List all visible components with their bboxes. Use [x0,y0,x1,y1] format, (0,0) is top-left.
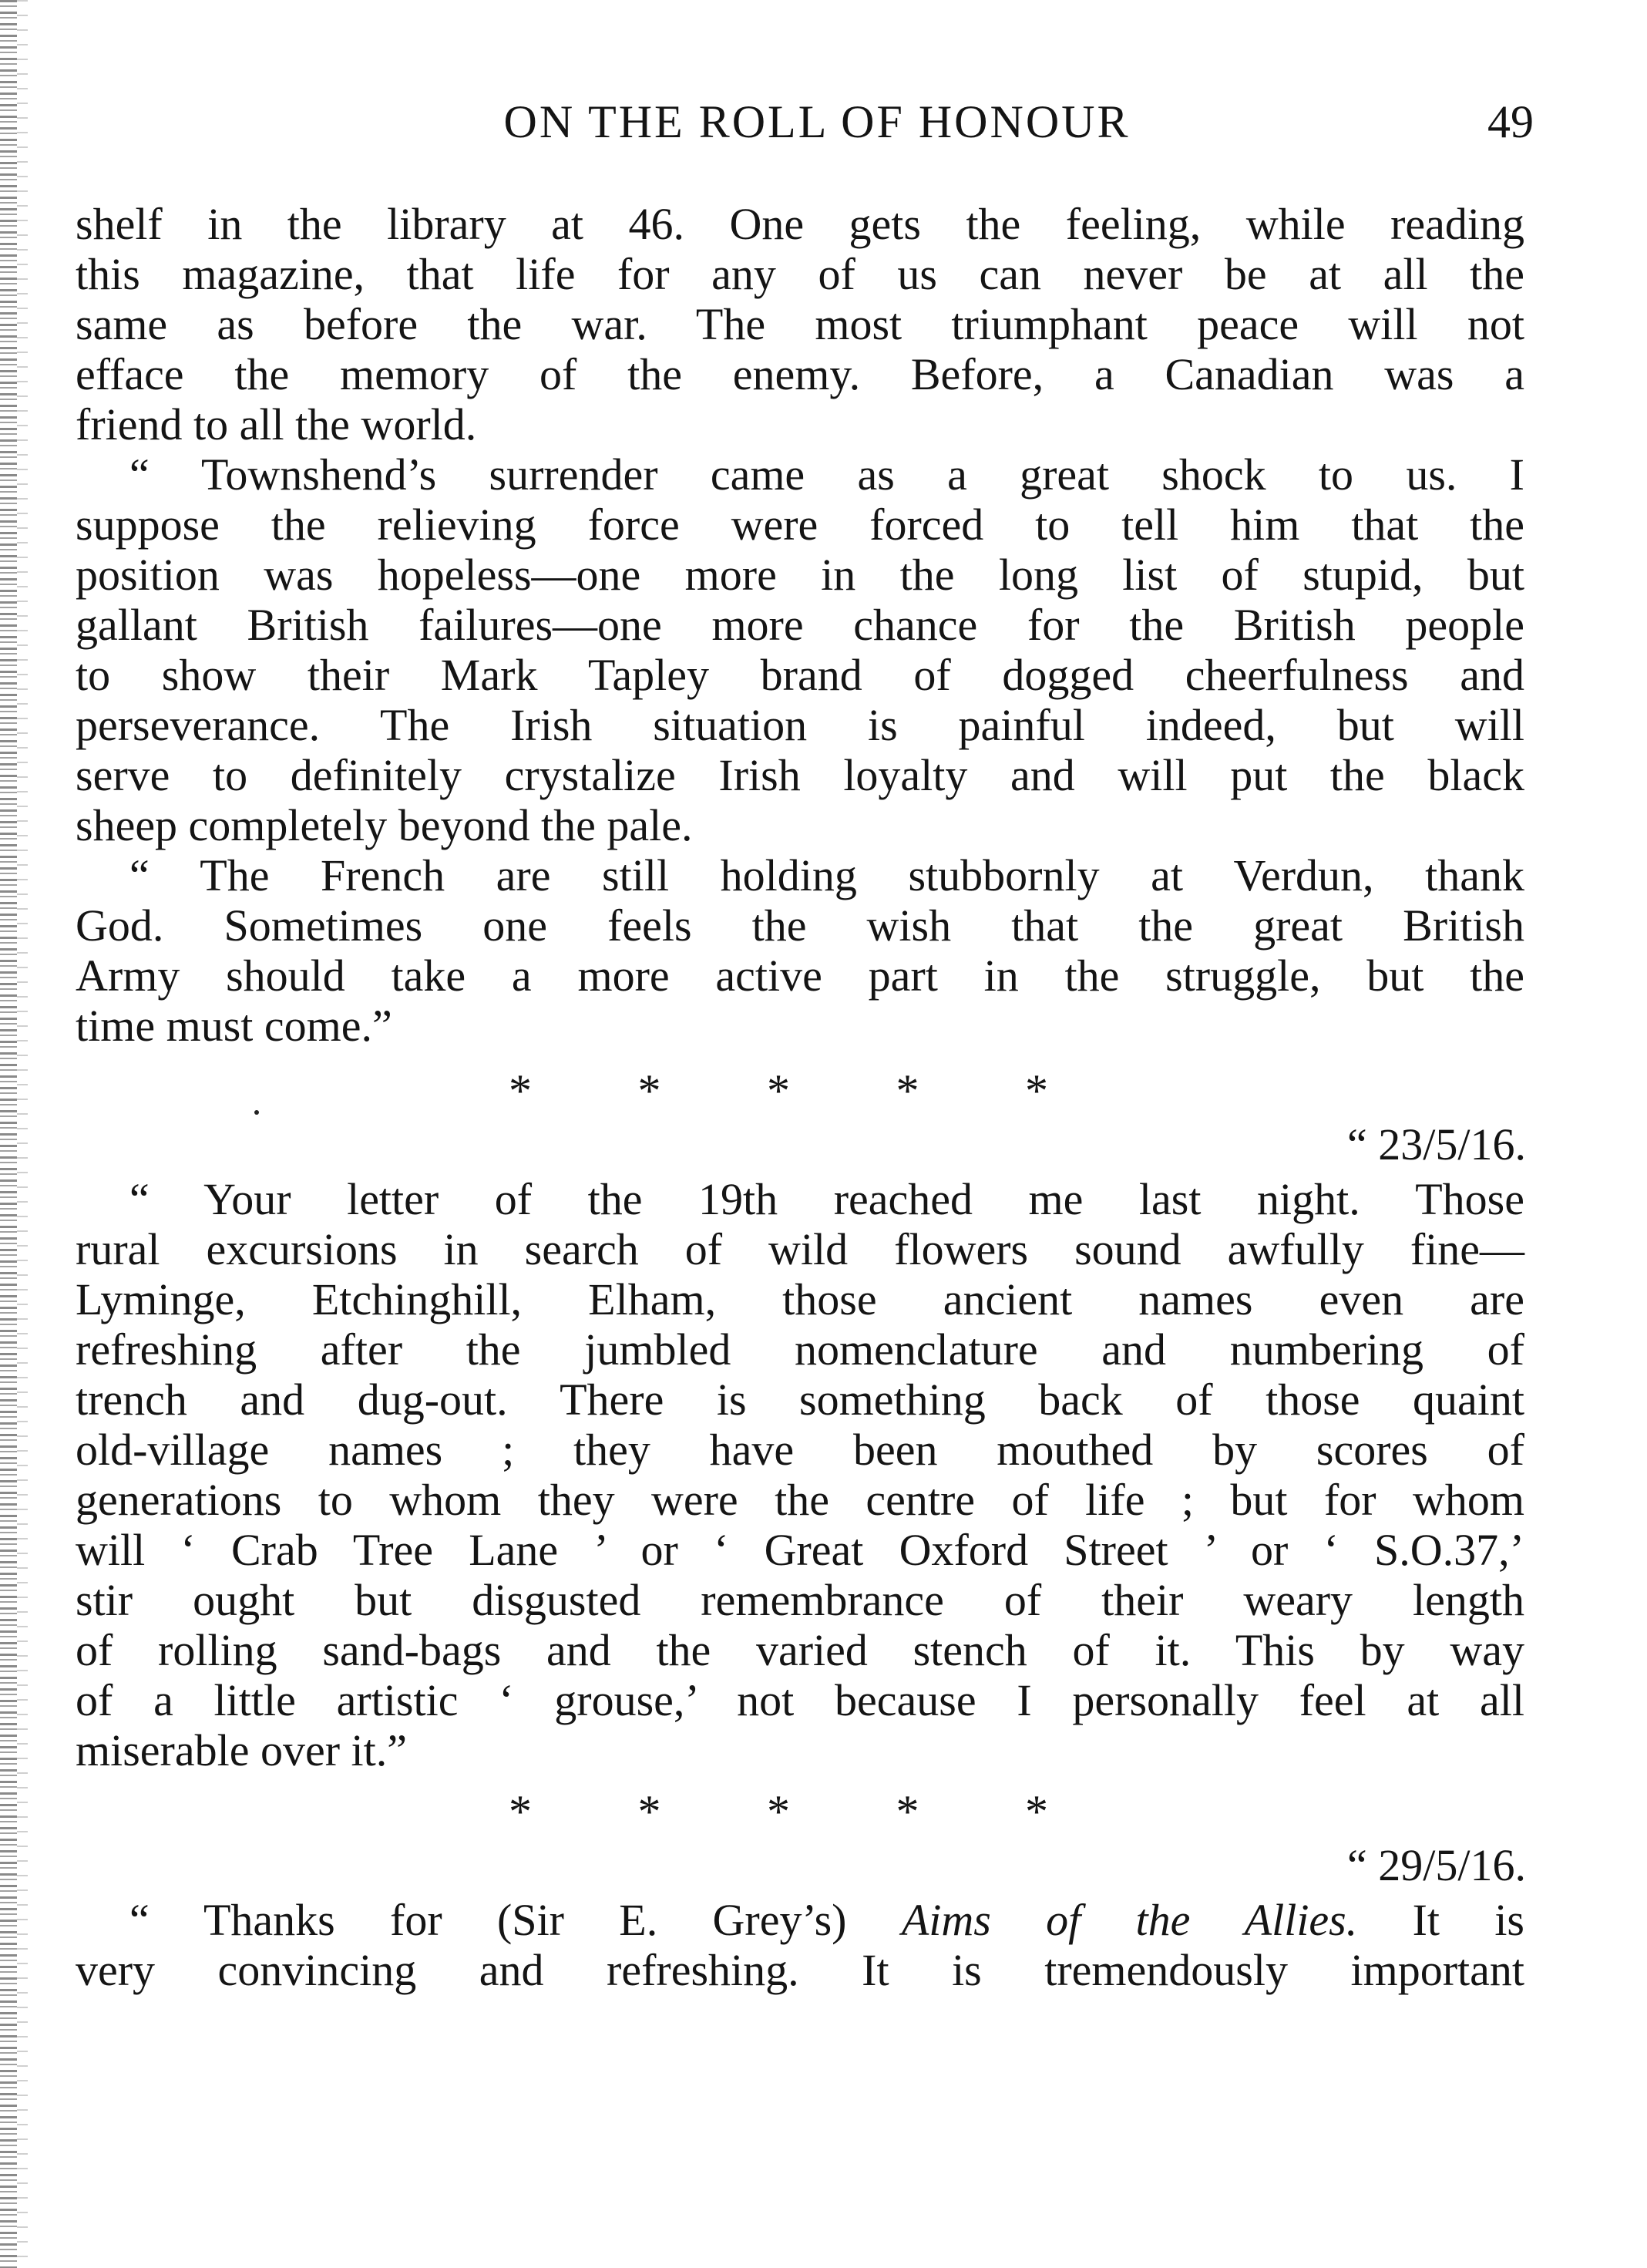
text-line: efface the memory of the enemy. Before, a Canadian was a [76,349,1524,399]
text-line: old-village names ; they have been mouthed by scores of [76,1425,1524,1475]
text-line: rural excursions in search of wild flowers sound awfully fine— [76,1224,1524,1274]
asterisk-mark: * [637,1065,661,1116]
text-line: generations to whom they were the centre of life ; but for whom [76,1475,1524,1525]
text-line-with-title [76,1895,1524,1945]
text-line: “ The French are still holding stubbornly at Verdun, thank [129,850,1524,900]
text-line: suppose the relieving force were forced to tell him that the [76,500,1524,550]
text-line: “ Your letter of the 19th reached me last night. Those [129,1174,1524,1224]
text-line: miserable over it.” [76,1725,407,1775]
text-line: of rolling sand-bags and the varied stench of it. This by way [76,1625,1524,1675]
text-line: Army should take a more active part in the struggle, but the [76,951,1524,1001]
paragraph-verdun [76,850,1524,1051]
paragraph-townshend [76,449,1524,850]
asterisk-mark: * [767,1786,790,1837]
text-line: same as before the war. The most triumphant peace will not [76,299,1524,349]
print-speck [254,1110,259,1115]
asterisk-mark: * [1025,1065,1048,1116]
book-gutter-shadow [17,0,28,2268]
text-line: position was hopeless—one more in the long list of stupid, but [76,550,1524,600]
text-line: Lyminge, Etchinghill, Elham, those ancient names even are [76,1274,1524,1324]
text-line: will ‘ Crab Tree Lane ’ or ‘ Great Oxford Street ’ or ‘ S.O.37,’ [76,1525,1524,1575]
running-title: ON THE ROLL OF HONOUR [503,96,1131,147]
asterisk-mark: * [637,1786,661,1837]
asterisk-mark: * [509,1065,532,1116]
section-break [509,1065,1048,1116]
paragraph-letter-19th [76,1174,1524,1775]
text-line: shelf in the library at 46. One gets the feeling, while reading [76,199,1524,249]
text-line: “ Townshend’s surrender came as a great shock to us. I [129,449,1524,500]
asterisk-mark: * [896,1786,919,1837]
asterisk-mark: * [767,1065,790,1116]
running-head [0,91,1647,153]
text-line: perseverance. The Irish situation is painful indeed, but will [76,700,1524,750]
letter-dateline: “ 29/5/16. [1347,1840,1526,1890]
page-number: 49 [1487,96,1534,147]
text-line: sheep completely beyond the pale. [76,800,693,850]
asterisk-mark: * [1025,1786,1048,1837]
text-line: friend to all the world. [76,399,477,449]
text-line: of a little artistic ‘ grouse,’ not because I personally feel at all [76,1675,1524,1725]
text-line: this magazine, that life for any of us can never be at all the [76,249,1524,299]
text-fragment: It is [1412,1895,1525,1945]
text-line: serve to definitely crystalize Irish loyalty and will put the black [76,750,1524,800]
letter-dateline: “ 23/5/16. [1347,1119,1526,1169]
text-line: stir ought but disgusted remembrance of their weary length [76,1575,1524,1625]
text-line: time must come.” [76,1001,392,1051]
book-spine-edge [0,0,17,2268]
text-line: trench and dug-out. There is something back of those quaint [76,1375,1524,1425]
asterisk-mark: * [509,1786,532,1837]
text-line: refreshing after the jumbled nomenclature and numbering of [76,1324,1524,1375]
text-fragment: “ Thanks for (Sir E. Grey’s) [129,1895,847,1945]
text-line: to show their Mark Tapley brand of dogged cheerfulness and [76,650,1524,700]
paragraph-continuation [76,199,1524,449]
asterisk-mark: * [896,1065,919,1116]
text-line: gallant British failures—one more chance for the British people [76,600,1524,650]
section-break [509,1788,1048,1835]
text-line: God. Sometimes one feels the wish that the great British [76,900,1524,951]
text-line: very convincing and refreshing. It is tremendously important [76,1945,1524,1995]
book-title: Aims of the Allies. [901,1895,1358,1945]
paragraph-aims-of-allies [76,1895,1524,1995]
